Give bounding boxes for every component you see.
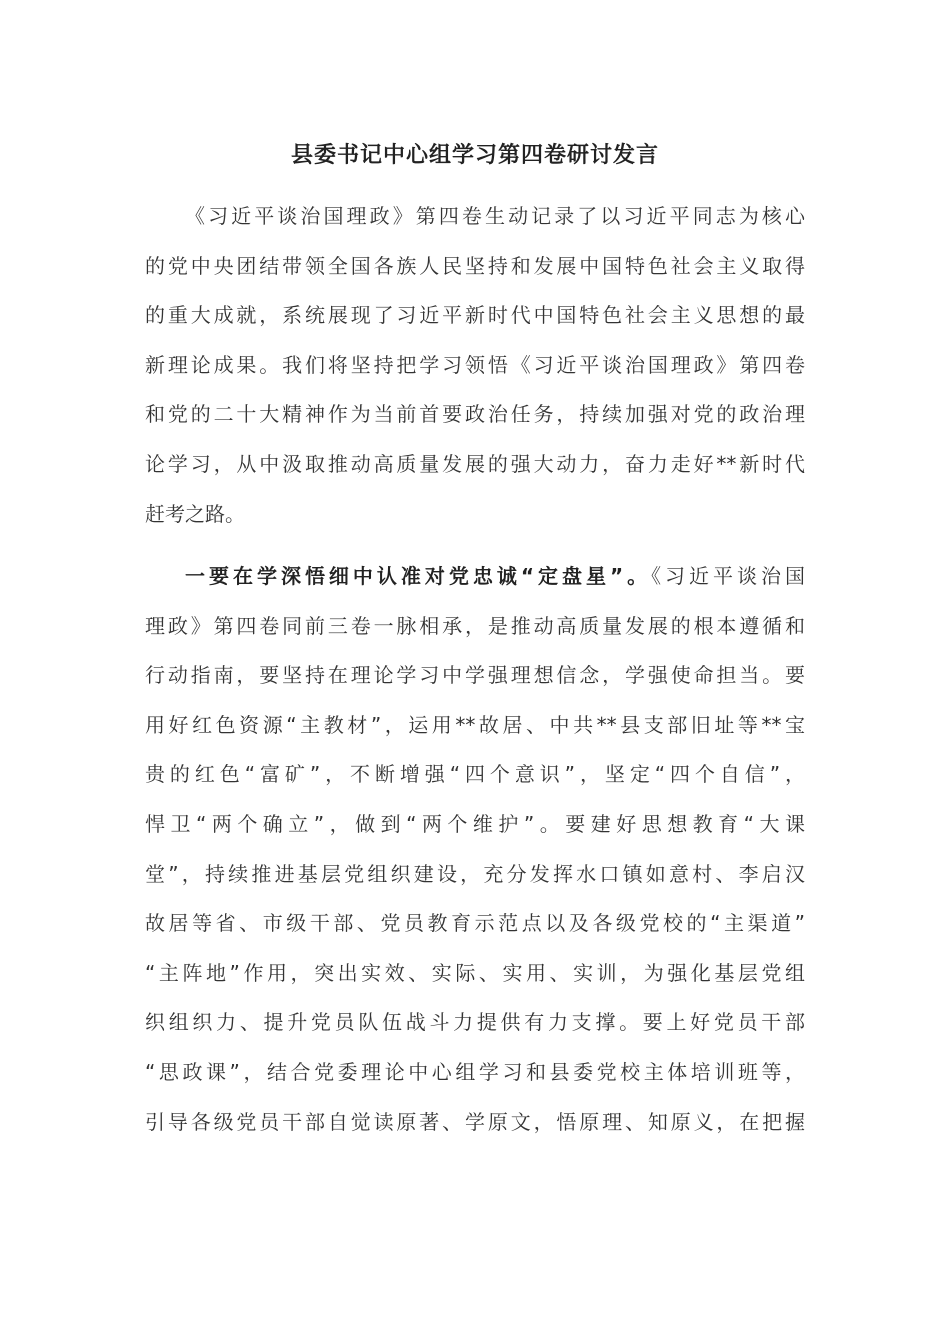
text-line: “思政课”，结合党委理论中心组学习和县委党校主体培训班等， [145, 1059, 805, 1084]
text-line: 行动指南，要坚持在理论学习中学强理想信念，学强使命担当。要 [145, 663, 805, 688]
text-line: 故居等省、市级干部、党员教育示范点以及各级党校的“主渠道” [145, 911, 805, 936]
text-span: 《习近平谈治国 [651, 564, 805, 588]
paragraph-intro [145, 201, 805, 548]
text-line: 论学习，从中汲取推动高质量发展的强大动力，奋力走好**新时代 [145, 451, 805, 476]
document-title: 县委书记中心组学习第四卷研讨发言 [290, 143, 659, 168]
text-line: 引导各级党员干部自觉读原著、学原文，悟原理、知原义，在把握 [145, 1109, 805, 1134]
text-line: 的重大成就，系统展现了习近平新时代中国特色社会主义思想的最 [145, 303, 805, 328]
paragraph-point-one [145, 561, 805, 1156]
text-line: “主阵地”作用，突出实效、实际、实用、实训，为强化基层党组 [145, 960, 805, 985]
text-line: 用好红色资源“主教材”，运用**故居、中共**县支部旧址等**宝 [145, 712, 805, 737]
section-heading: 一要在学深悟细中认准对党忠诚“定盘星”。 [185, 564, 652, 588]
text-line: 堂”，持续推进基层党组织建设，充分发挥水口镇如意村、李启汉 [145, 861, 805, 886]
text-line [145, 561, 805, 611]
text-line: 理政》第四卷同前三卷一脉相承，是推动高质量发展的根本遵循和 [145, 613, 805, 638]
text-line: 《习近平谈治国理政》第四卷生动记录了以习近平同志为核心 [185, 204, 805, 228]
text-line: 的党中央团结带领全国各族人民坚持和发展中国特色社会主义取得 [145, 253, 805, 278]
text-line: 和党的二十大精神作为当前首要政治任务，持续加强对党的政治理 [145, 402, 805, 427]
text-line: 悍卫“两个确立”，做到“两个维护”。要建好思想教育“大课 [145, 811, 805, 836]
text-line: 贵的红色“富矿”，不断增强“四个意识”，坚定“四个自信”， [145, 762, 805, 787]
text-line: 赶考之路。 [145, 501, 245, 526]
text-line: 新理论成果。我们将坚持把学习领悟《习近平谈治国理政》第四卷 [145, 352, 805, 377]
text-line: 织组织力、提升党员队伍战斗力提供有力支撑。要上好党员干部 [145, 1010, 805, 1035]
